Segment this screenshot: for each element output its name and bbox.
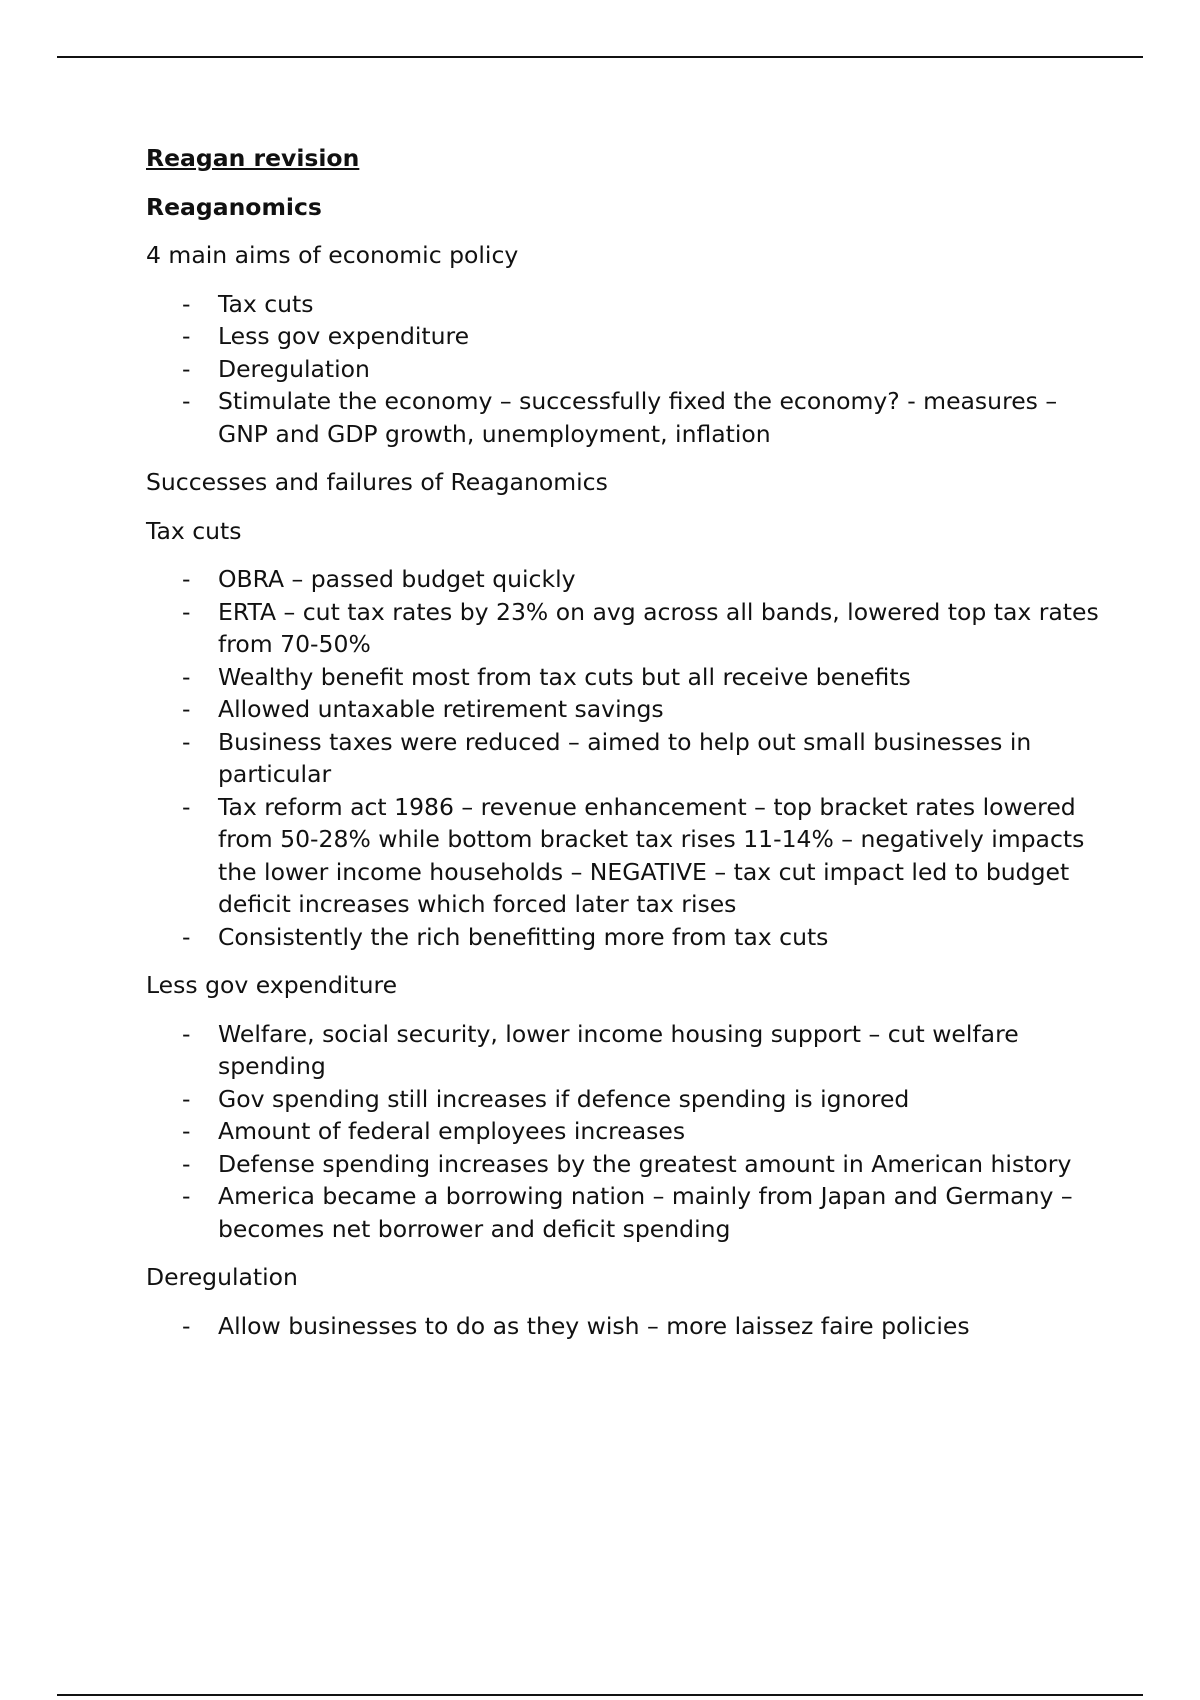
list-item-text: Allowed untaxable retirement savings <box>218 695 664 723</box>
list-item-text: Allow businesses to do as they wish – more laissez faire policies <box>218 1311 970 1340</box>
bullet-dash: - <box>182 1084 191 1113</box>
successes-heading: Successes and failures of Reaganomics <box>146 468 608 496</box>
list-item <box>146 1180 1106 1245</box>
bullet-dash: - <box>182 1311 191 1340</box>
section-title-reaganomics: Reaganomics <box>146 192 322 221</box>
bullet-dash: - <box>182 662 191 691</box>
aims-list <box>146 288 1106 451</box>
list-item-text: Deregulation <box>218 354 370 383</box>
list-item-text: Less gov expenditure <box>218 322 470 350</box>
list-item <box>146 563 1106 596</box>
aims-intro: 4 main aims of economic policy <box>146 241 519 269</box>
bullet-dash: - <box>182 1019 191 1048</box>
list-item <box>146 791 1106 921</box>
bullet-dash: - <box>182 322 191 350</box>
list-item-text: ERTA – cut tax rates by 23% on avg across all bands, lowered top tax rates from 70-50% <box>218 597 1099 658</box>
list-item-text: America became a borrowing nation – mainly from Japan and Germany – becomes net borrower and deficit spending <box>218 1182 1073 1243</box>
bullet-dash: - <box>182 387 191 415</box>
list-item <box>146 726 1106 791</box>
list-item <box>146 1083 1106 1116</box>
list-item-text: Wealthy benefit most from tax cuts but all receive benefits <box>218 662 911 691</box>
expenditure-heading: Less gov expenditure <box>146 971 398 999</box>
list-item-text: Welfare, social security, lower income housing support – cut welfare spending <box>218 1019 1019 1080</box>
list-item <box>146 1115 1106 1148</box>
list-item-text: Consistently the rich benefitting more from tax cuts <box>218 922 829 951</box>
list-item <box>146 1310 1106 1343</box>
list-item-text: Defense spending increases by the greatest amount in American history <box>218 1149 1072 1178</box>
bullet-dash: - <box>182 565 191 593</box>
bullet-dash: - <box>182 597 191 626</box>
list-item-text: Tax cuts <box>218 289 314 318</box>
list-item <box>146 320 1106 353</box>
header-rule <box>57 56 1143 58</box>
footer-rule <box>57 1694 1143 1696</box>
bullet-dash: - <box>182 727 191 756</box>
bullet-dash: - <box>182 1182 191 1210</box>
bullet-dash: - <box>182 1117 191 1145</box>
list-item-text: Stimulate the economy – successfully fixed the economy? - measures – GNP and GDP growth, unemployment, inflation <box>218 387 1058 448</box>
deregulation-list <box>146 1310 1106 1343</box>
bullet-dash: - <box>182 792 191 821</box>
bullet-dash: - <box>182 922 191 951</box>
list-item-text: Tax reform act 1986 – revenue enhancement – top bracket rates lowered from 50-28% while bottom bracket tax rises 11-14% – negatively impacts the lower income households – NEGATIVE – tax cut impact led to budget deficit increases which forced later tax rises <box>218 792 1085 918</box>
list-item <box>146 385 1106 450</box>
tax-cuts-heading: Tax cuts <box>146 516 242 545</box>
deregulation-heading: Deregulation <box>146 1263 298 1291</box>
document-title: Reagan revision <box>146 144 360 172</box>
list-item <box>146 921 1106 954</box>
bullet-dash: - <box>182 289 191 318</box>
list-item <box>146 693 1106 726</box>
list-item-text: Business taxes were reduced – aimed to help out small businesses in particular <box>218 727 1032 788</box>
list-item <box>146 596 1106 661</box>
list-item <box>146 661 1106 694</box>
list-item <box>146 1018 1106 1083</box>
list-item-text: Amount of federal employees increases <box>218 1117 686 1145</box>
list-item-text: Gov spending still increases if defence spending is ignored <box>218 1084 910 1113</box>
bullet-dash: - <box>182 354 191 383</box>
list-item <box>146 288 1106 321</box>
list-item <box>146 1148 1106 1181</box>
bullet-dash: - <box>182 1149 191 1178</box>
list-item <box>146 353 1106 386</box>
tax-cuts-list <box>146 563 1106 953</box>
list-item-text: OBRA – passed budget quickly <box>218 565 576 593</box>
bullet-dash: - <box>182 695 191 723</box>
expenditure-list <box>146 1018 1106 1246</box>
document-body <box>146 142 1106 1358</box>
